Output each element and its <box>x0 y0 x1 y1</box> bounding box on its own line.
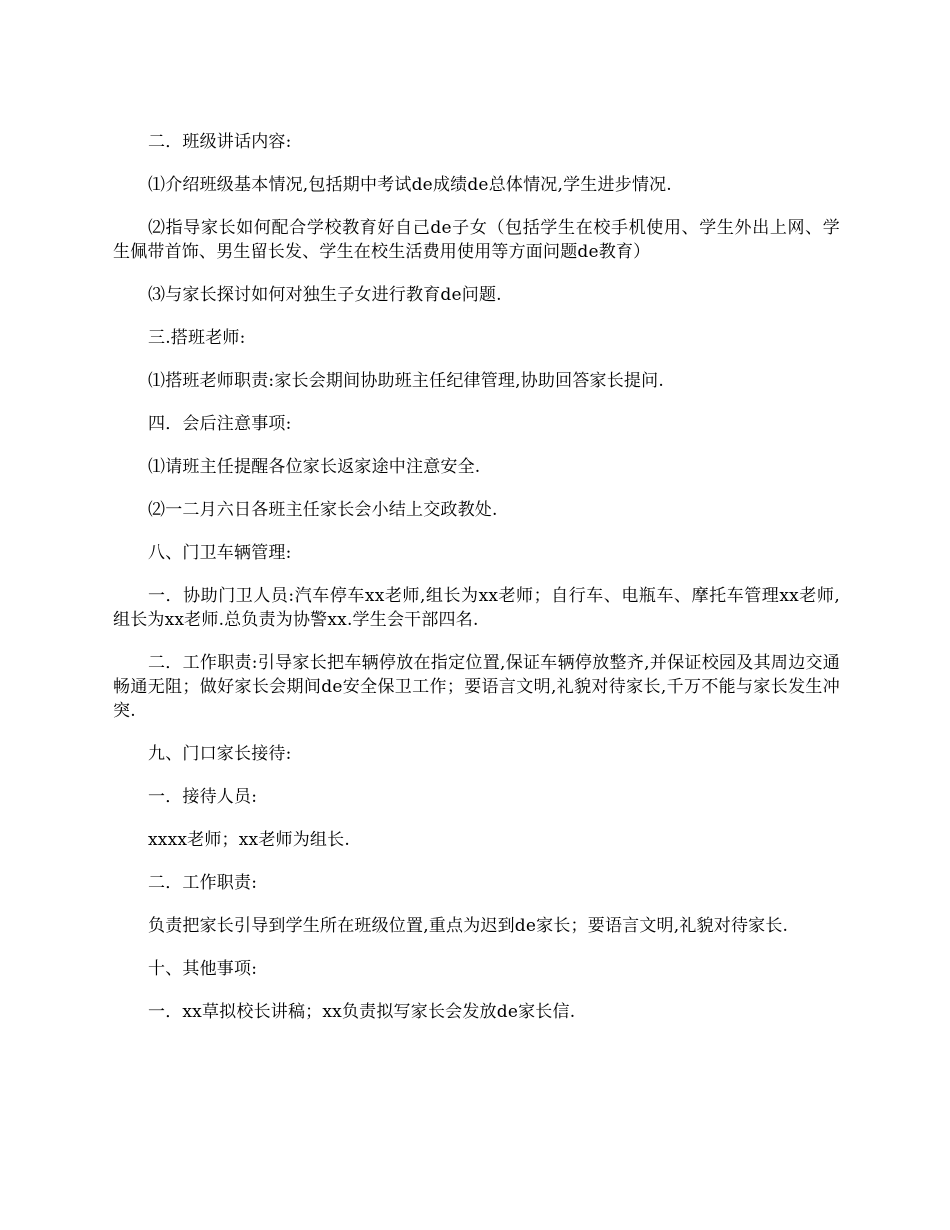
section-heading-other-matters: 十、其他事项: <box>148 959 258 979</box>
paragraph-item: ⑴请班主任提醒各位家长返家途中注意安全. <box>148 457 481 477</box>
paragraph-item: 一．xx草拟校长讲稿；xx负责拟写家长会发放de家长信. <box>148 1002 576 1022</box>
paragraph-item: 一．协助门卫人员:汽车停车xx老师,组长为xx老师；自行车、电瓶车、摩托车管理xx老师,组长为xx老师.总负责为协警xx.学生会干部四名. <box>113 586 840 630</box>
section-heading-class-talk: 二．班级讲话内容: <box>148 132 292 152</box>
paragraph-item: 负责把家长引导到学生所在班级位置,重点为迟到de家长；要语言文明,礼貌对待家长. <box>148 916 789 936</box>
section-heading-vehicle-management: 八、门卫车辆管理: <box>148 543 292 563</box>
paragraph-item: ⑶与家长探讨如何对独生子女进行教育de问题. <box>148 285 502 305</box>
paragraph-item: ⑵指导家长如何配合学校教育好自己de子女（包括学生在校手机使用、学生外出上网、学生佩带首饰、男生留长发、学生在校生活费用使用等方面问题de教育） <box>113 218 840 262</box>
paragraph-item: xxxx老师；xx老师为组长. <box>148 830 350 850</box>
section-heading-after-meeting: 四．会后注意事项: <box>148 414 292 434</box>
document-body <box>113 130 840 1043</box>
paragraph-item: 二．工作职责:引导家长把车辆停放在指定位置,保证车辆停放整齐,并保证校园及其周边交通畅通无阻；做好家长会期间de安全保卫工作；要语言文明,礼貌对待家长,千万不能与家长发生冲突. <box>113 653 840 721</box>
subheading-duties: 二．工作职责: <box>148 873 258 893</box>
section-heading-assistant-teacher: 三.搭班老师: <box>148 328 246 348</box>
paragraph-item: ⑴介绍班级基本情况,包括期中考试de成绩de总体情况,学生进步情况. <box>148 175 672 195</box>
subheading-reception-staff: 一．接待人员: <box>148 787 258 807</box>
section-heading-reception: 九、门口家长接待: <box>148 744 292 764</box>
paragraph-item: ⑴搭班老师职责:家长会期间协助班主任纪律管理,协助回答家长提问. <box>148 371 664 391</box>
paragraph-item: ⑵一二月六日各班主任家长会小结上交政教处. <box>148 500 498 520</box>
